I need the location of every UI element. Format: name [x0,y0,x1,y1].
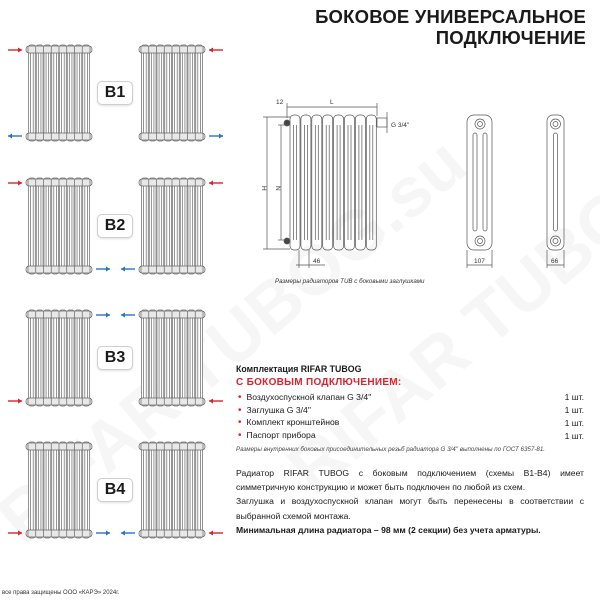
description [236,466,584,537]
side-view-66 [547,115,564,268]
thread-fitting [377,118,387,127]
scheme-label: B4 [97,478,133,502]
bullet-icon: • [238,391,242,403]
kit-section [236,364,584,453]
dim-107-label: 107 [474,258,485,265]
kit-item-name: Воздухоспускной клапан G 3/4'' [246,391,372,402]
kit-item [236,429,584,442]
kit-item-qty: 1 шт. [564,392,584,403]
kit-item-qty: 1 шт. [564,417,584,428]
supply-arrow-icon [8,399,22,404]
supply-arrow-icon [8,531,22,536]
title-line-1: БОКОВОЕ УНИВЕРСАЛЬНОЕ [315,6,586,27]
kit-item [236,391,584,404]
description-p1: Радиатор RIFAR TUBOG с боковым подключением (схемы B1-B4) имеет симметричную конструкцию и может быть подключен по любой из схем. [236,468,584,493]
scheme-label: B1 [97,81,133,105]
kit-item-qty: 1 шт. [564,405,584,416]
return-arrow-icon [121,531,135,536]
kit-item-name: Паспорт прибора [246,430,316,441]
dim-12-label: 12 [276,99,284,106]
dim-46-label: 46 [313,258,321,265]
dim-L-label: L [330,99,334,106]
drawing-caption: Размеры радиаторов TUB с боковыми заглушками [275,278,425,285]
description-p2: Заглушка и воздухоспускной клапан могут быть перенесены в соответствии с выбранной схемой монтажа. [236,496,584,521]
kit-subheading: С БОКОВЫМ ПОДКЛЮЧЕНИЕМ: [236,377,402,388]
copyright-footer: все права защищены ООО «КАРЭ» 2024г. [2,590,120,596]
kit-item-name: Комплект кронштейнов [246,417,340,428]
kit-item-name: Заглушка G 3/4'' [246,404,312,415]
description-p3: Минимальная длина радиатора – 98 мм (2 секции) без учета арматуры. [236,524,541,535]
bullet-icon: • [238,404,242,416]
radiator-icon [139,310,205,406]
return-arrow-icon [96,531,110,536]
scheme-label: B2 [97,214,133,238]
radiator-icon [26,442,92,538]
front-view [284,115,376,250]
radiator-icon [139,442,205,538]
scheme-label: B3 [97,346,133,370]
radiator-icon [26,310,92,406]
dim-66-label: 66 [551,258,559,265]
bullet-icon: • [238,430,242,442]
kit-item [236,417,584,430]
supply-arrow-icon [209,531,223,536]
dim-N-label: N [274,186,281,191]
return-arrow-icon [121,313,135,318]
title-line-2: ПОДКЛЮЧЕНИЕ [435,27,586,48]
kit-item [236,404,584,417]
kit-note: Размеры внутренних боковых присоединительных резьб радиатора G 3/4'' выполнены по ГОСТ 6357-81. [236,446,545,454]
thread-label: G 3/4'' [391,122,410,129]
return-arrow-icon [96,313,110,318]
kit-item-qty: 1 шт. [564,430,584,441]
bullet-icon: • [238,417,242,429]
supply-arrow-icon [209,399,223,404]
side-view-107 [467,115,492,268]
dim-H-label: H [260,186,267,191]
kit-heading: Комплектация RIFAR TUBOG [236,364,362,374]
